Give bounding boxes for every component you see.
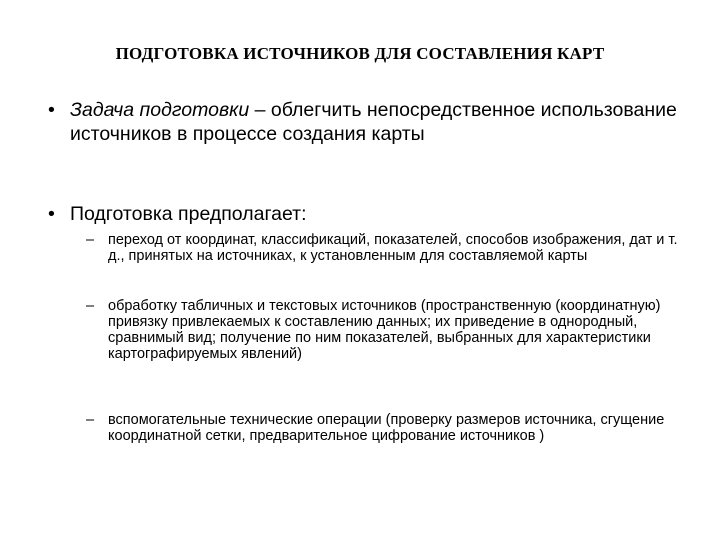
bullet-task-text xyxy=(70,98,698,146)
sub-item-marker: – xyxy=(86,298,95,314)
bullet-task-body: – облегчить непосредственное использование источников в процессе создания карты xyxy=(70,99,677,145)
bullet-task xyxy=(48,98,698,146)
bullet-preparation xyxy=(48,202,698,226)
sub-item-coordinates xyxy=(86,232,686,264)
bullet-marker: • xyxy=(48,99,55,121)
sub-item-marker: – xyxy=(86,412,95,428)
sub-item-technical xyxy=(86,412,686,444)
bullet-marker: • xyxy=(48,203,55,225)
sub-item-processing xyxy=(86,298,686,362)
sub-item-marker: – xyxy=(86,232,95,248)
sub-item-text: вспомогательные технические операции (проверку размеров источника, сгущение координатной сетки, предварительное цифрование источников ) xyxy=(108,412,665,444)
bullet-task-emphasis: Задача подготовки xyxy=(70,99,250,121)
slide-title: ПОДГОТОВКА ИСТОЧНИКОВ ДЛЯ СОСТАВЛЕНИЯ КАРТ xyxy=(115,44,605,63)
bullet-preparation-text: Подготовка предполагает: xyxy=(70,203,307,225)
sub-item-text: обработку табличных и текстовых источников (пространственную (координатную) привязку привлекаемых к составлению данных; их приведение в однородный, сравнимый вид; получение по ним показателей, выбранных для характеристики картографируемых явлений) xyxy=(108,298,661,362)
sub-item-text: переход от координат, классификаций, показателей, способов изображения, дат и т. д., принятых на источниках, к установленным для составляемой карты xyxy=(108,232,678,264)
